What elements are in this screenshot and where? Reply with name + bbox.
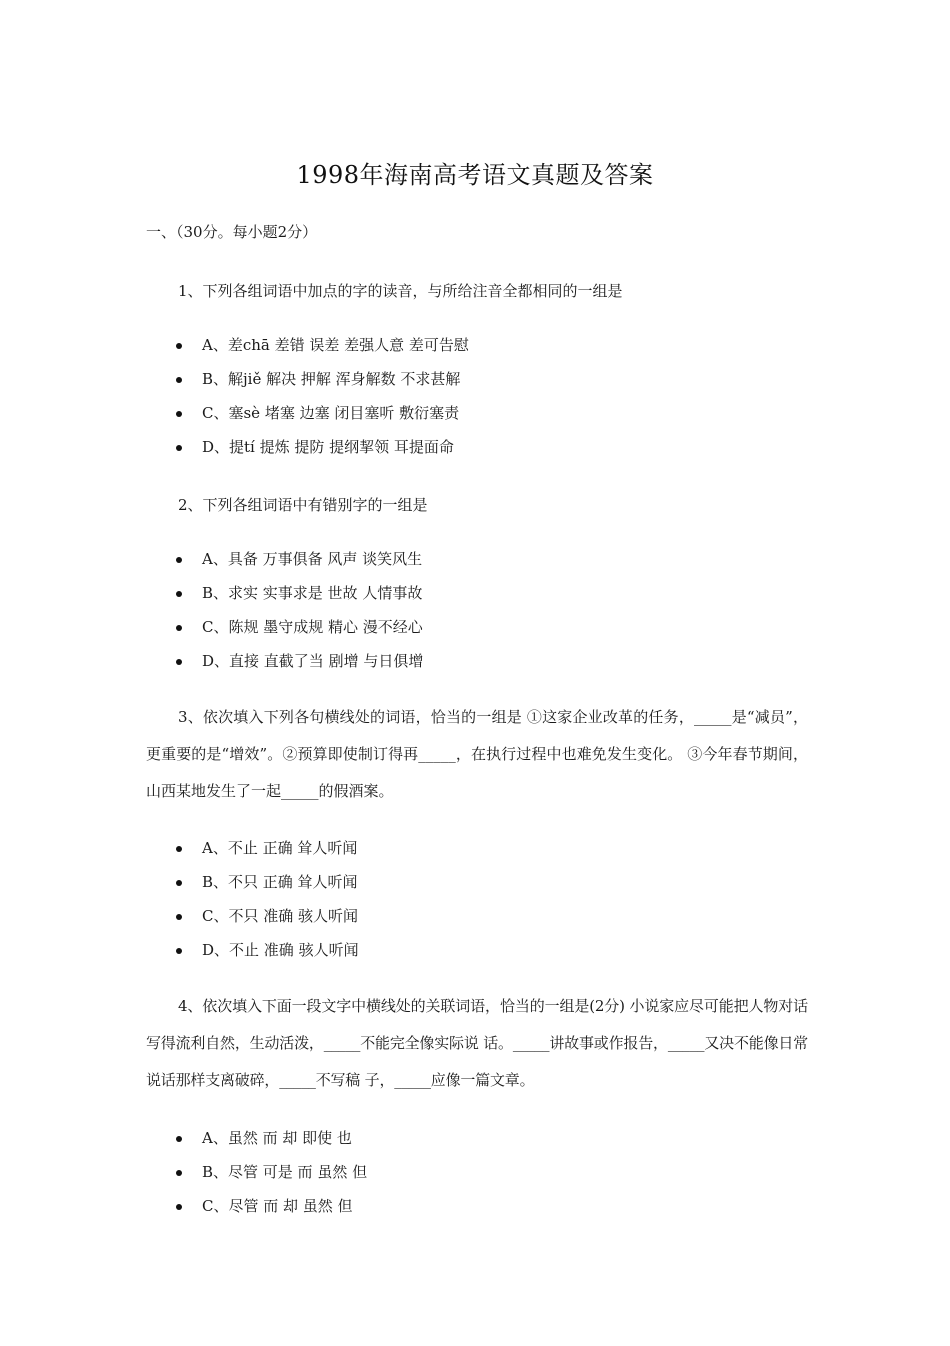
- bullet-icon: [176, 914, 182, 920]
- question-3-option-b: B、不只 正确 耸人听闻: [176, 872, 359, 906]
- bullet-icon: [176, 411, 182, 417]
- document-title: 1998年海南高考语文真题及答案: [296, 161, 654, 189]
- question-3-option-a: A、不止 正确 耸人听闻: [176, 838, 359, 872]
- section-heading: 一、（30分。每小题2分）: [146, 223, 318, 241]
- question-2-option-b: B、求实 实事求是 世故 人情事故: [176, 583, 423, 617]
- bullet-icon: [176, 1204, 182, 1210]
- bullet-icon: [176, 1170, 182, 1176]
- question-4-stem: 4、依次填入下面一段文字中横线处的关联词语，恰当的一组是(2分) 小说家应尽可能把人物对话写得流利自然，生动活泼，_____不能完全像实际说 话。_____讲故事或作报告，_____又决不能像日常说话那样支离破碎，_____不写稿 子，_____应像一篇文章。: [146, 997, 808, 1089]
- bullet-icon: [176, 880, 182, 886]
- bullet-icon: [176, 557, 182, 563]
- question-2-stem: 2、下列各组词语中有错别字的一组是: [178, 496, 428, 514]
- question-4-option-c: C、尽管 而 却 虽然 但: [176, 1196, 367, 1230]
- bullet-icon: [176, 948, 182, 954]
- question-4-options: [176, 1128, 367, 1230]
- question-3-option-d: D、不止 准确 骇人听闻: [176, 940, 359, 974]
- question-3-option-c: C、不只 准确 骇人听闻: [176, 906, 359, 940]
- question-2-option-d: D、直接 直截了当 剧增 与日俱增: [176, 651, 423, 685]
- question-2-options: [176, 549, 423, 685]
- bullet-icon: [176, 846, 182, 852]
- question-4-option-b: B、尽管 可是 而 虽然 但: [176, 1162, 367, 1196]
- question-3-options: [176, 838, 359, 974]
- question-1-stem: 1、下列各组词语中加点的字的读音，与所给注音全都相同的一组是: [178, 282, 623, 300]
- question-1-option-d: D、提tí 提炼 提防 提纲挈领 耳提面命: [176, 437, 469, 471]
- question-4-option-a: A、虽然 而 却 即使 也: [176, 1128, 367, 1162]
- bullet-icon: [176, 659, 182, 665]
- question-1-options: [176, 335, 469, 471]
- question-1-option-a: A、差chā 差错 误差 差强人意 差可告慰: [176, 335, 469, 369]
- question-2-option-c: C、陈规 墨守成规 精心 漫不经心: [176, 617, 423, 651]
- bullet-icon: [176, 445, 182, 451]
- question-2-option-a: A、具备 万事俱备 风声 谈笑风生: [176, 549, 423, 583]
- bullet-icon: [176, 625, 182, 631]
- question-1-option-b: B、解jiě 解决 押解 浑身解数 不求甚解: [176, 369, 469, 403]
- bullet-icon: [176, 1136, 182, 1142]
- bullet-icon: [176, 377, 182, 383]
- question-3-stem: 3、依次填入下列各句横线处的词语，恰当的一组是 ①这家企业改革的任务，_____是“减员”，更重要的是“增效”。②预算即使制订得再_____，在执行过程中也难免发生变化。 ③今年春节期间，山西某地发生了一起_____的假酒案。: [146, 708, 808, 800]
- question-1-option-c: C、塞sè 堵塞 边塞 闭目塞听 敷衍塞责: [176, 403, 469, 437]
- bullet-icon: [176, 343, 182, 349]
- bullet-icon: [176, 591, 182, 597]
